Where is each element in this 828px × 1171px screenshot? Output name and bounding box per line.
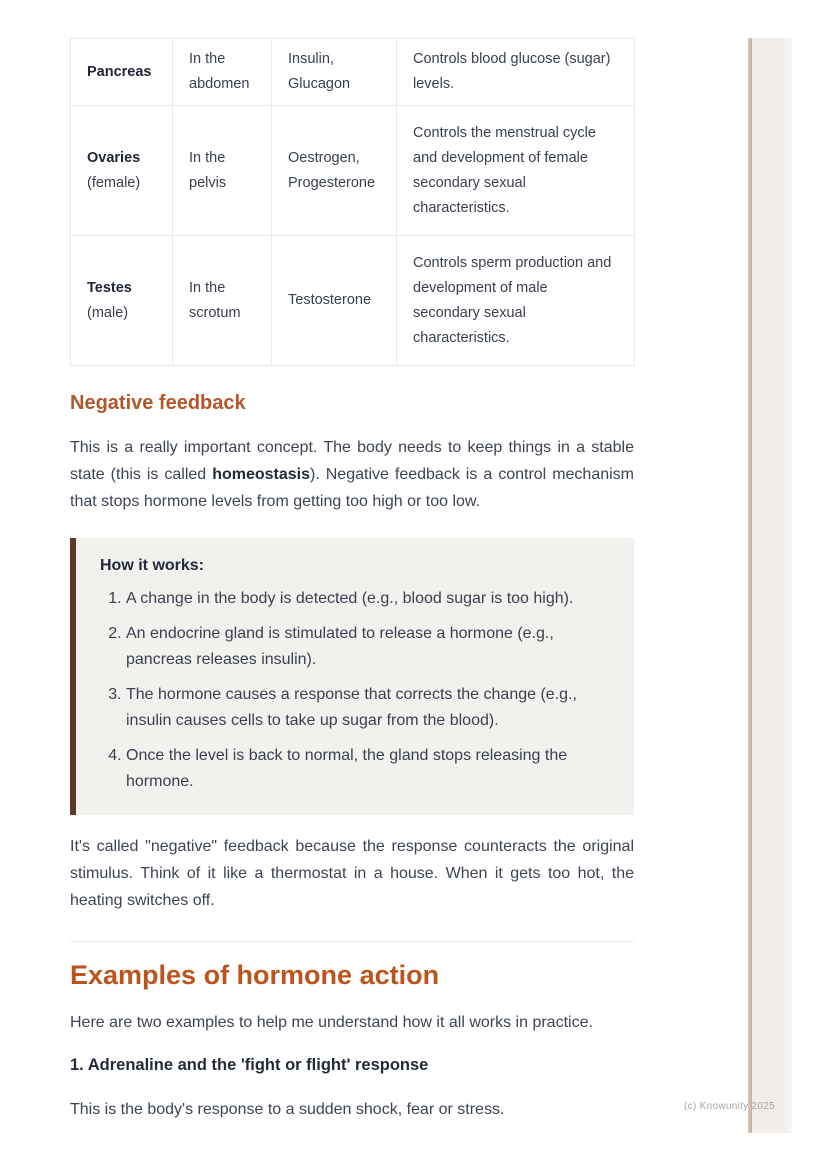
gland-cell <box>71 106 173 236</box>
gland-name: Pancreas <box>87 63 152 80</box>
example1-title: 1. Adrenaline and the 'fight or flight' response <box>70 1056 429 1074</box>
hormones-cell: Oestrogen, Progesterone <box>272 106 397 236</box>
table-row <box>71 236 635 366</box>
gland-cell <box>71 236 173 366</box>
intro-text-pre: This is a really important concept. The body needs to keep things in a stable state (this is called <box>70 439 634 483</box>
callout-title: How it works: <box>100 557 205 574</box>
gland-suffix: (male) <box>87 304 129 321</box>
document-content <box>70 38 634 1123</box>
step-item: 3. The hormone causes a response that corrects the change (e.g., insulin causes cells to take up sugar from the blood). <box>126 682 610 734</box>
example1-text: This is the body's response to a sudden shock, fear or stress. <box>70 1101 505 1118</box>
function-cell: Controls blood glucose (sugar) levels. <box>397 39 635 106</box>
how-it-works-callout <box>70 538 634 815</box>
location-cell: In the abdomen <box>173 39 272 106</box>
negative-feedback-outro: It's called "negative" feedback because the response counteracts the original stimulus. Think of it like a thermostat in a house. When it gets too hot, the heating switches off. <box>70 838 634 909</box>
page-edge-line <box>748 38 752 1133</box>
gland-cell <box>71 39 173 106</box>
examples-heading: Examples of hormone action <box>70 960 440 990</box>
how-it-works-steps <box>100 586 610 795</box>
step-item: 1. A change in the body is detected (e.g., blood sugar is too high). <box>126 586 610 612</box>
section-divider <box>70 941 634 942</box>
table-row <box>71 106 635 236</box>
location-cell: In the scrotum <box>173 236 272 366</box>
hormone-glands-table <box>70 38 635 366</box>
location-cell: In the pelvis <box>173 106 272 236</box>
function-cell: Controls the menstrual cycle and development of female secondary sexual characteristics. <box>397 106 635 236</box>
function-cell: Controls sperm production and development of male secondary sexual characteristics. <box>397 236 635 366</box>
watermark: (c) Knowunity 2025 <box>684 1101 776 1112</box>
gland-name: Testes <box>87 279 132 296</box>
step-item: 2. An endocrine gland is stimulated to release a hormone (e.g., pancreas releases insulin). <box>126 621 610 673</box>
hormones-cell: Testosterone <box>272 236 397 366</box>
examples-intro: Here are two examples to help me understand how it all works in practice. <box>70 1014 593 1031</box>
step-item: 4. Once the level is back to normal, the gland stops releasing the hormone. <box>126 743 610 795</box>
table-row <box>71 39 635 106</box>
hormones-cell: Insulin, Glucagon <box>272 39 397 106</box>
page-edge-strip <box>752 38 792 1133</box>
homeostasis-term: homeostasis <box>212 466 310 483</box>
negative-feedback-heading: Negative feedback <box>70 392 246 414</box>
gland-name: Ovaries <box>87 149 141 166</box>
intro-text-post: ). Negative feedback is a control mechanism that stops hormone levels from getting too high or too low. <box>70 466 634 510</box>
negative-feedback-intro <box>70 434 634 515</box>
gland-suffix: (female) <box>87 174 141 191</box>
